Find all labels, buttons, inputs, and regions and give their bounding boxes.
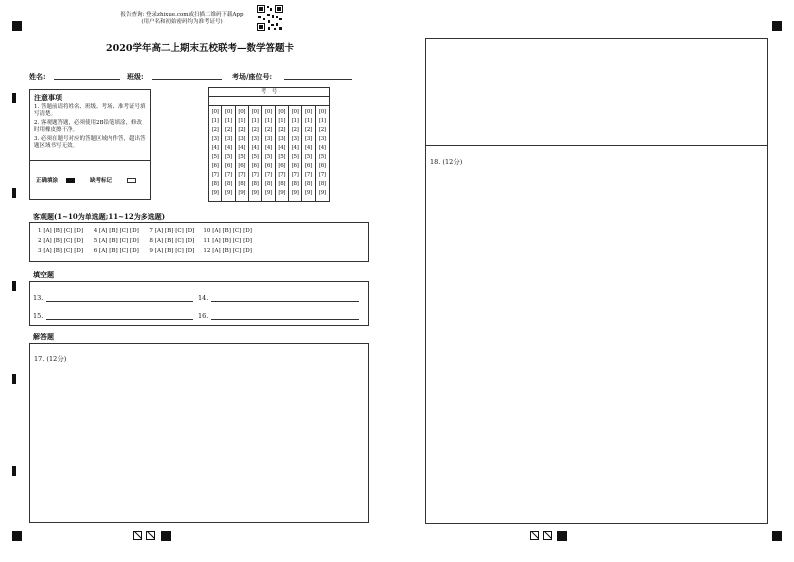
mc-row[interactable]: 1 [A] [B] [C] [D] 4 [A] [B] [C] [D] 7 [A] [B] [C] [D] 10 [A] [B] [C] [D]	[38, 228, 252, 234]
timing-bar	[12, 93, 16, 103]
exam-digit-bubble[interactable]: [7]	[238, 172, 246, 178]
page-title: 2020学年高二上期末五校联考—数学答题卡	[106, 43, 294, 54]
registration-mark	[557, 531, 567, 541]
exam-digit-bubble[interactable]: [7]	[211, 172, 219, 178]
name-label: 姓名:	[29, 72, 46, 81]
exam-digit-bubble[interactable]: [1]	[251, 118, 259, 124]
exam-number-columns	[209, 106, 329, 201]
q18-label: 18. (12分)	[430, 158, 463, 166]
exam-digit-bubble[interactable]: [3]	[211, 136, 219, 142]
exam-digit-bubble[interactable]: [8]	[278, 181, 286, 187]
class-field[interactable]	[152, 79, 222, 80]
exam-digit-bubble[interactable]: [0]	[278, 109, 286, 115]
exam-digit-bubble[interactable]: [1]	[211, 118, 219, 124]
exam-digit-bubble[interactable]: [9]	[251, 190, 259, 196]
name-field[interactable]	[54, 79, 120, 80]
notice-line: 报告查询: 登录zhixue.com或扫描二维码下载App	[120, 12, 244, 18]
exam-digit-bubble[interactable]: [6]	[238, 163, 246, 169]
exam-digit-bubble[interactable]: [0]	[211, 109, 219, 115]
q13-answer-line[interactable]	[46, 301, 193, 302]
exam-digit-bubble[interactable]: [6]	[278, 163, 286, 169]
notes-box	[29, 89, 151, 200]
fill-blank-title: 填空题	[33, 270, 54, 279]
timing-bar	[12, 374, 16, 384]
exam-digit-bubble[interactable]: [8]	[318, 181, 326, 187]
exam-digit-bubble[interactable]: [7]	[318, 172, 326, 178]
exam-digit-bubble[interactable]: [3]	[265, 136, 272, 142]
exam-digit-bubble[interactable]: [6]	[305, 163, 312, 169]
exam-digit-bubble[interactable]: [4]	[251, 145, 259, 151]
exam-digit-bubble[interactable]: [5]	[305, 154, 312, 160]
slash-mark	[133, 531, 142, 540]
exam-digit-bubble[interactable]: [1]	[238, 118, 246, 124]
exam-digit-bubble[interactable]: [0]	[265, 109, 272, 115]
exam-digit-bubble[interactable]: [9]	[265, 190, 272, 196]
q14-label: 14.	[198, 294, 209, 302]
exam-digit-bubble[interactable]: [4]	[265, 145, 272, 151]
mc-row[interactable]: 3 [A] [B] [C] [D] 6 [A] [B] [C] [D] 9 [A] [B] [C] [D] 12 [A] [B] [C] [D]	[38, 248, 252, 254]
exam-digit-bubble[interactable]: [5]	[318, 154, 326, 160]
exam-digit-bubble[interactable]: [2]	[251, 127, 259, 133]
exam-number-column	[249, 106, 262, 201]
exam-digit-bubble[interactable]: [8]	[238, 181, 246, 187]
exam-digit-bubble[interactable]: [3]	[251, 136, 259, 142]
exam-digit-bubble[interactable]: [7]	[225, 172, 232, 178]
exam-number-column	[316, 106, 329, 201]
exam-digit-bubble[interactable]: [7]	[251, 172, 259, 178]
exam-digit-bubble[interactable]: [1]	[265, 118, 272, 124]
exam-digit-bubble[interactable]: [6]	[251, 163, 259, 169]
exam-digit-bubble[interactable]: [8]	[211, 181, 219, 187]
exam-digit-bubble[interactable]: [0]	[238, 109, 246, 115]
notes-list	[34, 104, 146, 150]
objective-title: 客观题(1~10为单选题;11~12为多选题)	[33, 212, 166, 221]
exam-digit-bubble[interactable]: [8]	[251, 181, 259, 187]
note-item: 1. 答题前请将姓名、班级、考场、准考证号填写清楚。	[34, 104, 146, 117]
room-label: 考场/座位号:	[232, 72, 273, 81]
exam-digit-bubble[interactable]: [0]	[291, 109, 299, 115]
exam-digit-bubble[interactable]: [8]	[305, 181, 312, 187]
exam-digit-bubble[interactable]: [6]	[265, 163, 272, 169]
exam-digit-bubble[interactable]: [7]	[291, 172, 299, 178]
exam-digit-bubble[interactable]: [5]	[291, 154, 299, 160]
objective-box	[29, 222, 369, 262]
exam-digit-bubble[interactable]: [9]	[238, 190, 246, 196]
exam-digit-bubble[interactable]: [2]	[318, 127, 326, 133]
notice-line: (用户名和初始密码均为准考证号)	[141, 19, 223, 25]
exam-digit-bubble[interactable]: [4]	[291, 145, 299, 151]
exam-digit-bubble[interactable]: [5]	[211, 154, 219, 160]
exam-digit-bubble[interactable]: [2]	[278, 127, 286, 133]
exam-digit-bubble[interactable]: [9]	[305, 190, 312, 196]
exam-number-write-row[interactable]	[209, 97, 329, 106]
exam-digit-bubble[interactable]: [2]	[265, 127, 272, 133]
slash-mark	[530, 531, 539, 540]
correct-fill-sample	[66, 178, 75, 183]
exam-number-column	[289, 106, 302, 201]
registration-mark	[161, 531, 171, 541]
report-notice	[112, 12, 252, 26]
exam-digit-bubble[interactable]: [4]	[211, 145, 219, 151]
exam-digit-bubble[interactable]: [5]	[251, 154, 259, 160]
fill-blank-box	[29, 281, 369, 326]
exam-digit-bubble[interactable]: [2]	[291, 127, 299, 133]
exam-digit-bubble[interactable]: [9]	[278, 190, 286, 196]
exam-number-column	[276, 106, 289, 201]
exam-digit-bubble[interactable]: [3]	[238, 136, 246, 142]
correct-fill-label: 正确填涂	[36, 178, 59, 184]
note-item: 2. 客观题答题，必须使用2B铅笔填涂，修改时用橡皮擦干净。	[34, 120, 143, 133]
exam-digit-bubble[interactable]: [3]	[278, 136, 286, 142]
exam-number-column	[262, 106, 275, 201]
exam-digit-bubble[interactable]: [9]	[291, 190, 299, 196]
exam-digit-bubble[interactable]: [5]	[278, 154, 286, 160]
solution-title: 解答题	[33, 332, 54, 341]
exam-number-grid	[208, 87, 330, 202]
exam-digit-bubble[interactable]: [1]	[225, 118, 232, 124]
exam-digit-bubble[interactable]: [0]	[225, 109, 232, 115]
exam-digit-bubble[interactable]: [8]	[225, 181, 232, 187]
timing-bar	[12, 466, 16, 476]
timing-bar	[12, 188, 16, 198]
exam-digit-bubble[interactable]: [1]	[278, 118, 286, 124]
slash-mark	[543, 531, 552, 540]
exam-digit-bubble[interactable]: [4]	[238, 145, 246, 151]
note-item: 3. 必须在题号对应的答题区域内作答，超出答题区域书写无效。	[34, 136, 146, 149]
q18-answer-area[interactable]	[425, 145, 768, 524]
exam-digit-bubble[interactable]: [5]	[225, 154, 232, 160]
class-label: 班级:	[127, 72, 144, 81]
q13-label: 13.	[33, 294, 44, 302]
q16-label: 16.	[198, 312, 209, 320]
notes-title: 注意事项	[34, 93, 62, 102]
mc-row[interactable]: 2 [A] [B] [C] [D] 5 [A] [B] [C] [D] 8 [A] [B] [C] [D] 11 [A] [B] [C] [D]	[38, 238, 252, 244]
exam-digit-bubble[interactable]: [4]	[278, 145, 286, 151]
exam-digit-bubble[interactable]: [2]	[305, 127, 312, 133]
registration-mark	[772, 531, 782, 541]
exam-digit-bubble[interactable]: [9]	[225, 190, 232, 196]
exam-digit-bubble[interactable]: [6]	[291, 163, 299, 169]
registration-mark	[12, 21, 22, 31]
exam-digit-bubble[interactable]: [6]	[211, 163, 219, 169]
exam-number-column	[209, 106, 222, 201]
exam-digit-bubble[interactable]: [1]	[291, 118, 299, 124]
exam-digit-bubble[interactable]: [5]	[265, 154, 272, 160]
q17-answer-area[interactable]	[29, 343, 369, 523]
exam-digit-bubble[interactable]: [0]	[305, 109, 312, 115]
exam-digit-bubble[interactable]: [2]	[211, 127, 219, 133]
exam-digit-bubble[interactable]: [9]	[211, 190, 219, 196]
registration-mark	[12, 531, 22, 541]
timing-bar	[12, 281, 16, 291]
exam-digit-bubble[interactable]: [1]	[305, 118, 312, 124]
absent-mark-checkbox[interactable]	[127, 178, 136, 183]
exam-number-title: 考 号	[209, 89, 329, 97]
q14-answer-line[interactable]	[211, 301, 359, 302]
q15-label: 15.	[33, 312, 44, 320]
divider	[30, 160, 150, 161]
absent-mark-label: 缺考标记	[90, 178, 113, 184]
exam-digit-bubble[interactable]: [2]	[225, 127, 232, 133]
slash-mark	[146, 531, 155, 540]
exam-digit-bubble[interactable]: [9]	[318, 190, 326, 196]
exam-digit-bubble[interactable]: [7]	[305, 172, 312, 178]
exam-digit-bubble[interactable]: [6]	[318, 163, 326, 169]
room-field[interactable]	[284, 79, 352, 80]
exam-number-column	[236, 106, 249, 201]
q17-label: 17. (12分)	[34, 355, 67, 363]
exam-digit-bubble[interactable]: [3]	[305, 136, 312, 142]
exam-digit-bubble[interactable]: [4]	[318, 145, 326, 151]
q-prev-answer-area[interactable]	[425, 38, 768, 146]
exam-digit-bubble[interactable]: [8]	[265, 181, 272, 187]
exam-digit-bubble[interactable]: [0]	[251, 109, 259, 115]
q15-answer-line[interactable]	[46, 319, 193, 320]
exam-digit-bubble[interactable]: [3]	[291, 136, 299, 142]
exam-digit-bubble[interactable]: [5]	[238, 154, 246, 160]
exam-digit-bubble[interactable]: [4]	[305, 145, 312, 151]
exam-digit-bubble[interactable]: [0]	[318, 109, 326, 115]
exam-digit-bubble[interactable]: [4]	[225, 145, 232, 151]
exam-digit-bubble[interactable]: [1]	[318, 118, 326, 124]
exam-digit-bubble[interactable]: [7]	[265, 172, 272, 178]
exam-number-column	[302, 106, 315, 201]
exam-digit-bubble[interactable]: [3]	[318, 136, 326, 142]
registration-mark	[772, 21, 782, 31]
exam-digit-bubble[interactable]: [8]	[291, 181, 299, 187]
exam-digit-bubble[interactable]: [7]	[278, 172, 286, 178]
q16-answer-line[interactable]	[211, 319, 359, 320]
qr-code-icon	[257, 5, 283, 31]
exam-number-column	[222, 106, 235, 201]
exam-digit-bubble[interactable]: [6]	[225, 163, 232, 169]
exam-digit-bubble[interactable]: [3]	[225, 136, 232, 142]
exam-digit-bubble[interactable]: [2]	[238, 127, 246, 133]
